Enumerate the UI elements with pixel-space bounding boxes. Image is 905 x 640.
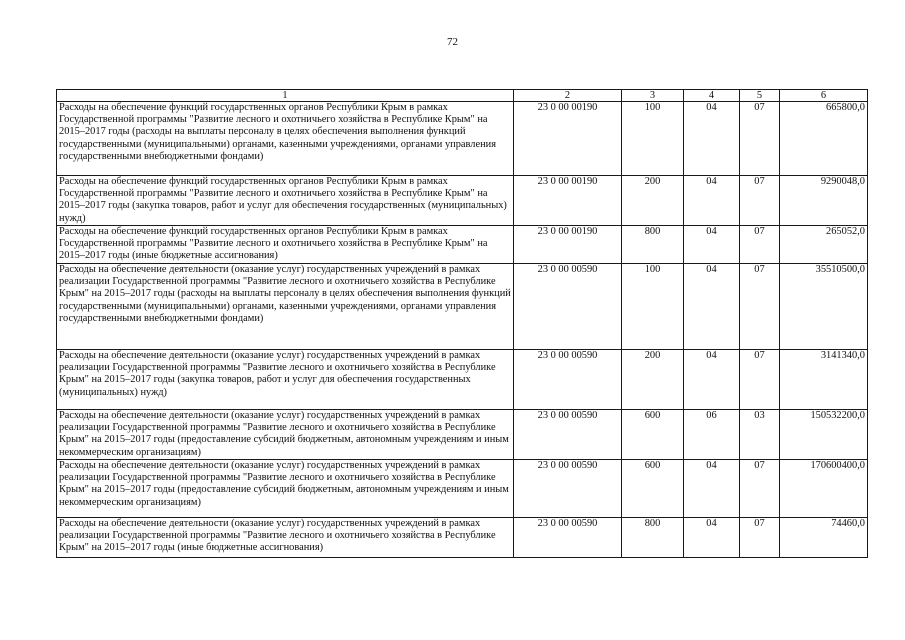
column-header-1: 1 [57,90,514,102]
column-header-5: 5 [740,90,780,102]
row-expense-type: 800 [622,518,684,558]
row-expense-type: 200 [622,350,684,410]
row-subsection: 07 [740,226,780,264]
row-amount: 9290048,0 [780,176,868,226]
budget-table [56,89,868,558]
row-section: 04 [684,350,740,410]
row-subsection: 07 [740,264,780,350]
row-section: 04 [684,226,740,264]
row-amount: 170600400,0 [780,460,868,518]
row-subsection: 03 [740,410,780,460]
row-target-code: 23 0 00 00590 [514,460,622,518]
row-subsection: 07 [740,460,780,518]
row-subsection: 07 [740,176,780,226]
row-description: Расходы на обеспечение деятельности (оказание услуг) государственных учреждений в рамках реализации Государственной программы "Развитие лесного и охотничьего хозяйства в Республике Крым" на 2015–2017 годы (предоставление субсидий бюджетным, автономным учреждениям и иным некоммерческим организациям) [57,410,514,460]
row-description: Расходы на обеспечение деятельности (оказание услуг) государственных учреждений в рамках реализации Государственной программы "Развитие лесного и охотничьего хозяйства в Республике Крым" на 2015–2017 годы (предоставление субсидий бюджетным, автономным учреждениям и иным некоммерческим организациям) [57,460,514,518]
row-target-code: 23 0 00 00590 [514,350,622,410]
table-row [57,264,868,350]
table-row [57,410,868,460]
row-expense-type: 100 [622,264,684,350]
row-target-code: 23 0 00 00190 [514,176,622,226]
row-expense-type: 600 [622,460,684,518]
table-row [57,176,868,226]
row-amount: 35510500,0 [780,264,868,350]
row-description: Расходы на обеспечение деятельности (оказание услуг) государственных учреждений в рамках реализации Государственной программы "Развитие лесного и охотничьего хозяйства в Республике Крым" на 2015–2017 годы (закупка товаров, работ и услуг для обеспечения государственных (муниципальных) нужд) [57,350,514,410]
column-header-4: 4 [684,90,740,102]
row-expense-type: 100 [622,102,684,176]
row-target-code: 23 0 00 00190 [514,226,622,264]
row-section: 04 [684,518,740,558]
row-section: 04 [684,102,740,176]
table-row [57,226,868,264]
table-row [57,350,868,410]
column-header-6: 6 [780,90,868,102]
row-expense-type: 600 [622,410,684,460]
row-amount: 74460,0 [780,518,868,558]
row-target-code: 23 0 00 00590 [514,518,622,558]
row-amount: 665800,0 [780,102,868,176]
row-subsection: 07 [740,350,780,410]
row-target-code: 23 0 00 00590 [514,264,622,350]
row-subsection: 07 [740,102,780,176]
row-expense-type: 800 [622,226,684,264]
row-amount: 150532200,0 [780,410,868,460]
row-section: 04 [684,264,740,350]
row-section: 06 [684,410,740,460]
row-expense-type: 200 [622,176,684,226]
row-section: 04 [684,176,740,226]
table-row [57,102,868,176]
row-description: Расходы на обеспечение функций государственных органов Республики Крым в рамках Государственной программы "Развитие лесного и охотничьего хозяйства в Республике Крым" на 2015–2017 годы (расходы на выплаты персоналу в целях обеспечения выполнения функций государственными (муниципальными) органами, казенными учреждениями, органами управления государственными внебюджетными фондами) [57,102,514,176]
row-description: Расходы на обеспечение функций государственных органов Республики Крым в рамках Государственной программы "Развитие лесного и охотничьего хозяйства в Республике Крым" на 2015–2017 годы (закупка товаров, работ и услуг для обеспечения государственных (муниципальных) нужд) [57,176,514,226]
page-number: 72 [447,36,458,48]
row-description: Расходы на обеспечение деятельности (оказание услуг) государственных учреждений в рамках реализации Государственной программы "Развитие лесного и охотничьего хозяйства в Республике Крым" на 2015–2017 годы (иные бюджетные ассигнования) [57,518,514,558]
table-header-row [57,90,868,102]
row-section: 04 [684,460,740,518]
row-description: Расходы на обеспечение деятельности (оказание услуг) государственных учреждений в рамках реализации Государственной программы "Развитие лесного и охотничьего хозяйства в Республике Крым" на 2015–2017 годы (расходы на выплаты персоналу в целях обеспечения выполнения функций государственными (муниципальными) органами, казенными учреждениями, органами управления государственными внебюджетными фондами) [57,264,514,350]
table-row [57,460,868,518]
row-target-code: 23 0 00 00590 [514,410,622,460]
row-subsection: 07 [740,518,780,558]
column-header-2: 2 [514,90,622,102]
row-amount: 3141340,0 [780,350,868,410]
column-header-3: 3 [622,90,684,102]
row-amount: 265052,0 [780,226,868,264]
row-target-code: 23 0 00 00190 [514,102,622,176]
row-description: Расходы на обеспечение функций государственных органов Республики Крым в рамках Государственной программы "Развитие лесного и охотничьего хозяйства в Республике Крым" на 2015–2017 годы (иные бюджетные ассигнования) [57,226,514,264]
table-row [57,518,868,558]
